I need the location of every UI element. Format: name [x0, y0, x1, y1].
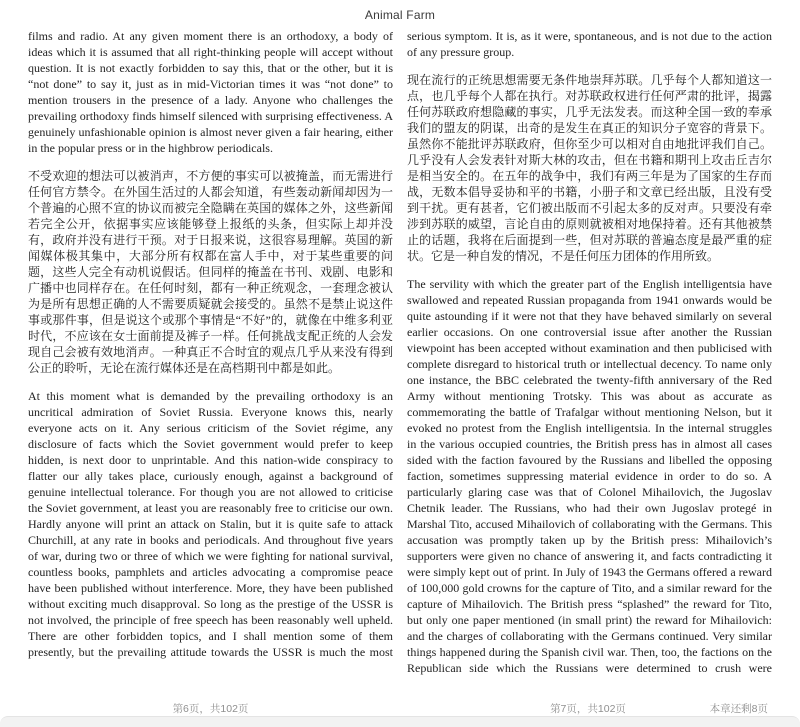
paragraph: At this moment what is demanded by the prevailing orthodoxy is an uncritical admiration of Soviet Russia. Everyone knows this, nearly everyone acts on it. Any serious criticism of the Soviet régime, any disclosure of facts which the Soviet government would prefer to keep hidden, is next door to unprintable. And this nation-wide conspiracy to flatter our ally takes place, curiously enough, against a background of genuine intellectual tolerance. For though you are not allowed to criticise the Soviet government, at least you are reasonably free to criticise our own. Hardly anyone will print an attack on Stalin, but it is quite safe to attack Churchill, at any rate in books and periodicals. And throughout five years of war, during two or three of which we were fighting for national survival, countless books, pamphlets and articles advocating a compromise peace have been published without interference. More, they have been published without exciting much disapproval. So long as the prestige of the USSR is not involved, the principle of free speech has been reasonably well upheld. There are other forbidden topics, and I shall mention some of them presently, but the prevailing attitude towards the USSR is much the most — [28, 389, 393, 659]
paragraph: films and radio. At any given moment there is an orthodoxy, a body of ideas which it is assumed that all right-thinking people will accept without question. It is not exactly forbidden to say this, that or the other, but it is “not done” to say it, just as in mid-Victorian times it was “not done” to mention trousers in the presence of a lady. Anyone who challenges the prevailing orthodoxy finds himself silenced with surprising effectiveness. A genuinely unfashionable opinion is almost never given a fair hearing, either in the popular press or in the highbrow periodicals. — [28, 29, 393, 155]
paragraph: The servility with which the greater part of the English intelligentsia have swallowed and repeated Russian propaganda from 1941 onwards would be quite astounding if it were not that they have behaved similarly on several earlier occasions. On one controversial issue after another the Russian viewpoint has been accepted without examination and then publicised with complete disregard to historical truth or intellectual decency. To name only one instance, the BBC celebrated the twenty-fifth anniversary of the Red Army without mentioning Trotsky. This was about as accurate as commemorating the battle of Trafalgar without mentioning Nelson, but it evoked no protest from the English intelligentsia. In the internal struggles in the various occupied countries, the British press has in almost all cases sided with the faction favoured by the Russians and libelled the opposing faction, sometimes suppressing material evidence in order to do so. A particularly glaring case was that of Colonel Mihailovich, the Jugoslav Chetnik leader. The Russians, who had their own Jugoslav protegé in Marshal Tito, accused Mihailovich of collaborating with the Germans. This accusation was promptly taken up by the British press: Mihailovich’s supporters were given no chance of answering it, and facts contradicting it were simply kept out of print. In July of 1943 the Germans offered a reward of 100,000 gold crowns for the capture of Tito, and a similar reward for the capture of Mihailovich. The British press “splashed” the reward for Tito, but only one paper mentioned (in small print) the reward for Mihailovich: and the charges of collaborating with the Germans continued. Very similar things happened during the Spanish civil war. Then, too, the factions on the Republican side which the Russians were determined to crush were — [407, 277, 772, 675]
page-left[interactable] — [28, 28, 393, 692]
paragraph: serious symptom. It is, as it were, spontaneous, and is not due to the action of any pressure group. — [407, 29, 772, 59]
paragraph: 不受欢迎的想法可以被消声，不方便的事实可以被掩盖，而无需进行任何官方禁令。在外国生活过的人都会知道，有些轰动新闻却因为一个普遍的心照不宣的协议而被完全隐瞒在英国的媒体之外，这些新闻若完全公开，依据事实应该能够登上报纸的头条，但实际上却并没有，政府并没有进行干预。对于日报来说，这很容易理解。英国的新闻媒体极其集中，大部分所有权都在富人手中，对于某些重要的问题，这些人完全有动机说假话。但同样的掩盖在书刊、戏剧、电影和广播中也同样存在。在任何时刻，都有一种正统观念，一套理念被认为是所有思想正确的人不需要质疑就会接受的。虽然不是禁止说这件事或那件事，但是说这个或那个事情是“不好”的，就像在中维多利亚时代，不应该在女士面前提及裤子一样。任何挑战支配正统的人会发现自己会被有效地消声。一种真正不合时宜的观点几乎从来没有得到公正的聆听，无论在流行媒体还是在高档期刊中都是如此。 — [28, 169, 393, 375]
bottom-bar — [0, 716, 800, 727]
page-number-left: 第6页，共102页 — [172, 703, 249, 715]
page-spread — [0, 28, 800, 692]
book-title: Animal Farm — [364, 8, 436, 22]
footer-row — [0, 701, 800, 715]
page-number-right: 第7页，共102页 — [550, 703, 626, 715]
chapter-remaining-label: 本章还剩8页 — [709, 703, 768, 715]
page-right[interactable] — [407, 28, 772, 692]
paragraph: 现在流行的正统思想需要无条件地崇拜苏联。几乎每个人都知道这一点，也几乎每个人都在执行。对苏联政权进行任何严肃的批评，揭露任何苏联政府想隐藏的事实，几乎无法发表。而这种全国一致的奉承我们的盟友的阴谋，出奇的是发生在真正的知识分子宽容的背景下。虽然你不能批评苏联政府，但你至少可以相对自由地批评我们自己。几乎没有人会发表针对斯大林的攻击，但在书籍和期刊上攻击丘吉尔是相当安全的。在五年的战争中，我们有两三年是为了国家的生存而战，无数本倡导妥协和平的书籍，小册子和文章已经出版，且没有受到干扰。更有甚者，它们被出版而不引起太多的反对声。只要没有牵涉到苏联的威望，言论自由的原则就被相对地保持着。还有其他被禁止的话题，我将在后面提到一些，但对苏联的普遍态度是最严重的症状。它是一种自发的情况，不是任何压力团体的作用所致。 — [407, 73, 772, 263]
